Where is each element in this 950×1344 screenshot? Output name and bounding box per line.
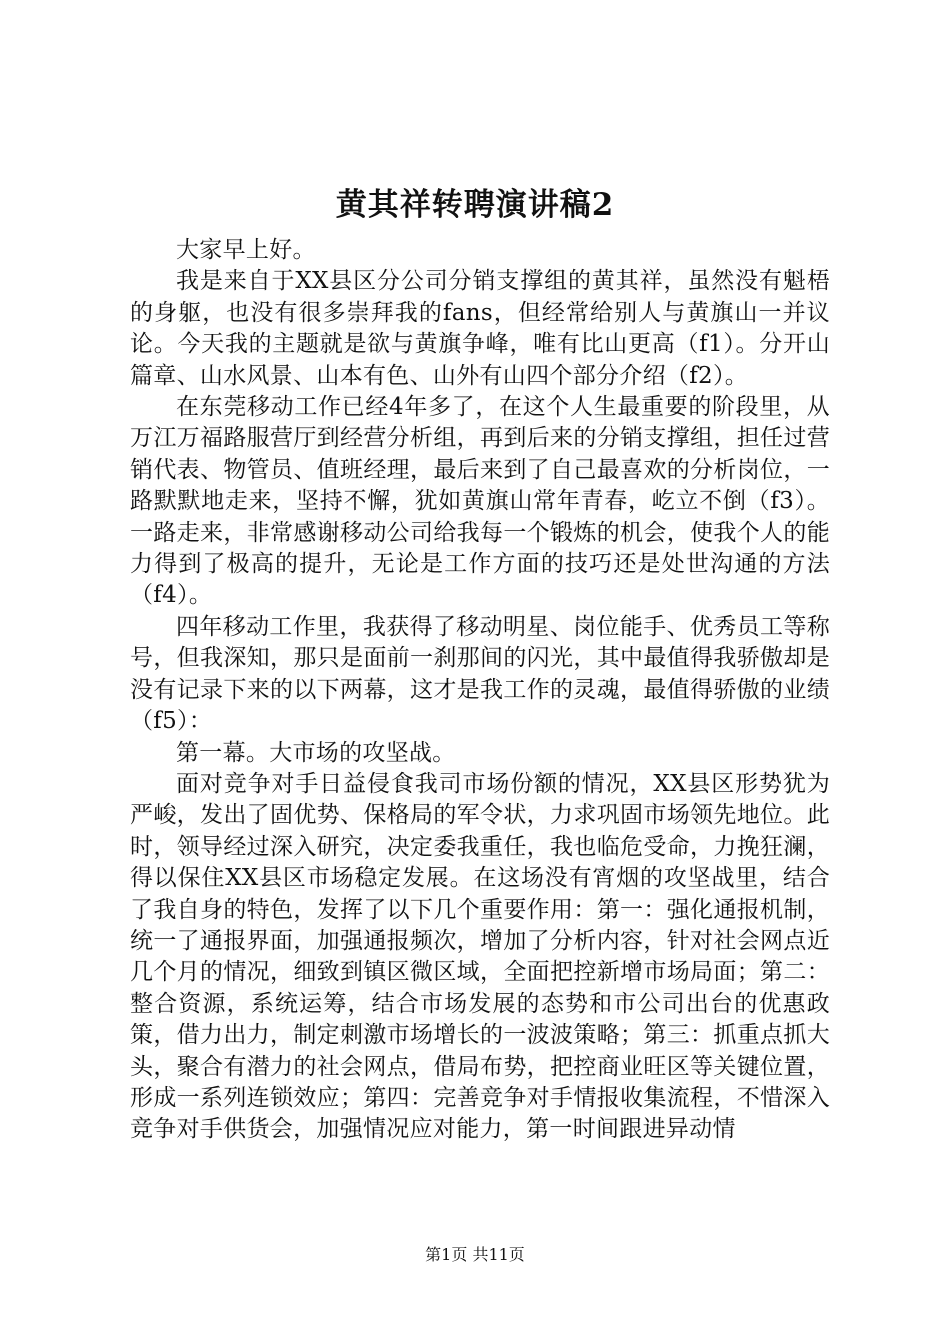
paragraph-work-history: 在东莞移动工作已经4年多了，在这个人生最重要的阶段里，从万江万福路服营厅到经营分析组，再到后来的分销支撑组，担任过营销代表、物管员、值班经理，最后来到了自己最喜欢的分析岗位，一路默默地走来，坚持不懈，犹如黄旗山常年青春，屹立不倒（f3）。一路走来，非常感谢移动公司给我每一个锻炼的机会，使我个人的能力得到了极高的提升，无论是工作方面的技巧还是处世沟通的方法（f4）。	[130, 394, 830, 609]
paragraph-act-one-heading: 第一幕。大市场的攻坚战。	[176, 739, 456, 766]
document-title: 黄其祥转聘演讲稿2	[335, 187, 615, 223]
paragraph-act-one-body: 面对竞争对手日益侵食我司市场份额的情况，XX县区形势犹为严峻，发出了固优势、保格局的军令状，力求巩固市场领先地位。此时，领导经过深入研究，决定委我重任，我也临危受命，力挽狂澜，得以保住XX县区市场稳定发展。在这场没有宵烟的攻坚战里，结合了我自身的特色，发挥了以下几个重要作用：第一：强化通报机制，统一了通报界面，加强通报频次，增加了分析内容，针对社会网点近几个月的情况，细致到镇区微区域，全面把控新增市场局面；第二：整合资源，系统运筹，结合市场发展的态势和市公司出台的优惠政策，借力出力，制定刺激市场增长的一波波策略；第三：抓重点抓大头，聚合有潜力的社会网点，借局布势，把控商业旺区等关键位置，形成一系列连锁效应；第四：完善竞争对手情报收集流程，不惜深入竞争对手供货会，加强情况应对能力，第一时间跟进异动情	[130, 770, 830, 1143]
paragraph-achievements: 四年移动工作里，我获得了移动明星、岗位能手、优秀员工等称号，但我深知，那只是面前一刹那间的闪光，其中最值得我骄傲却是没有记录下来的以下两幕，这才是我工作的灵魂，最值得骄傲的业绩（f5）：	[130, 613, 830, 735]
document-body	[130, 235, 830, 1146]
paragraph-introduction: 我是来自于XX县区分公司分销支撑组的黄其祥，虽然没有魁梧的身躯，也没有很多崇拜我的fans，但经常给别人与黄旗山一并议论。今天我的主题就是欲与黄旗争峰，唯有比山更高（f1）。分开山篇章、山水风景、山本有色、山外有山四个部分介绍（f2）。	[130, 268, 830, 389]
page-footer: 第1页 共11页	[425, 1245, 525, 1264]
paragraph-greeting: 大家早上好。	[176, 237, 316, 263]
